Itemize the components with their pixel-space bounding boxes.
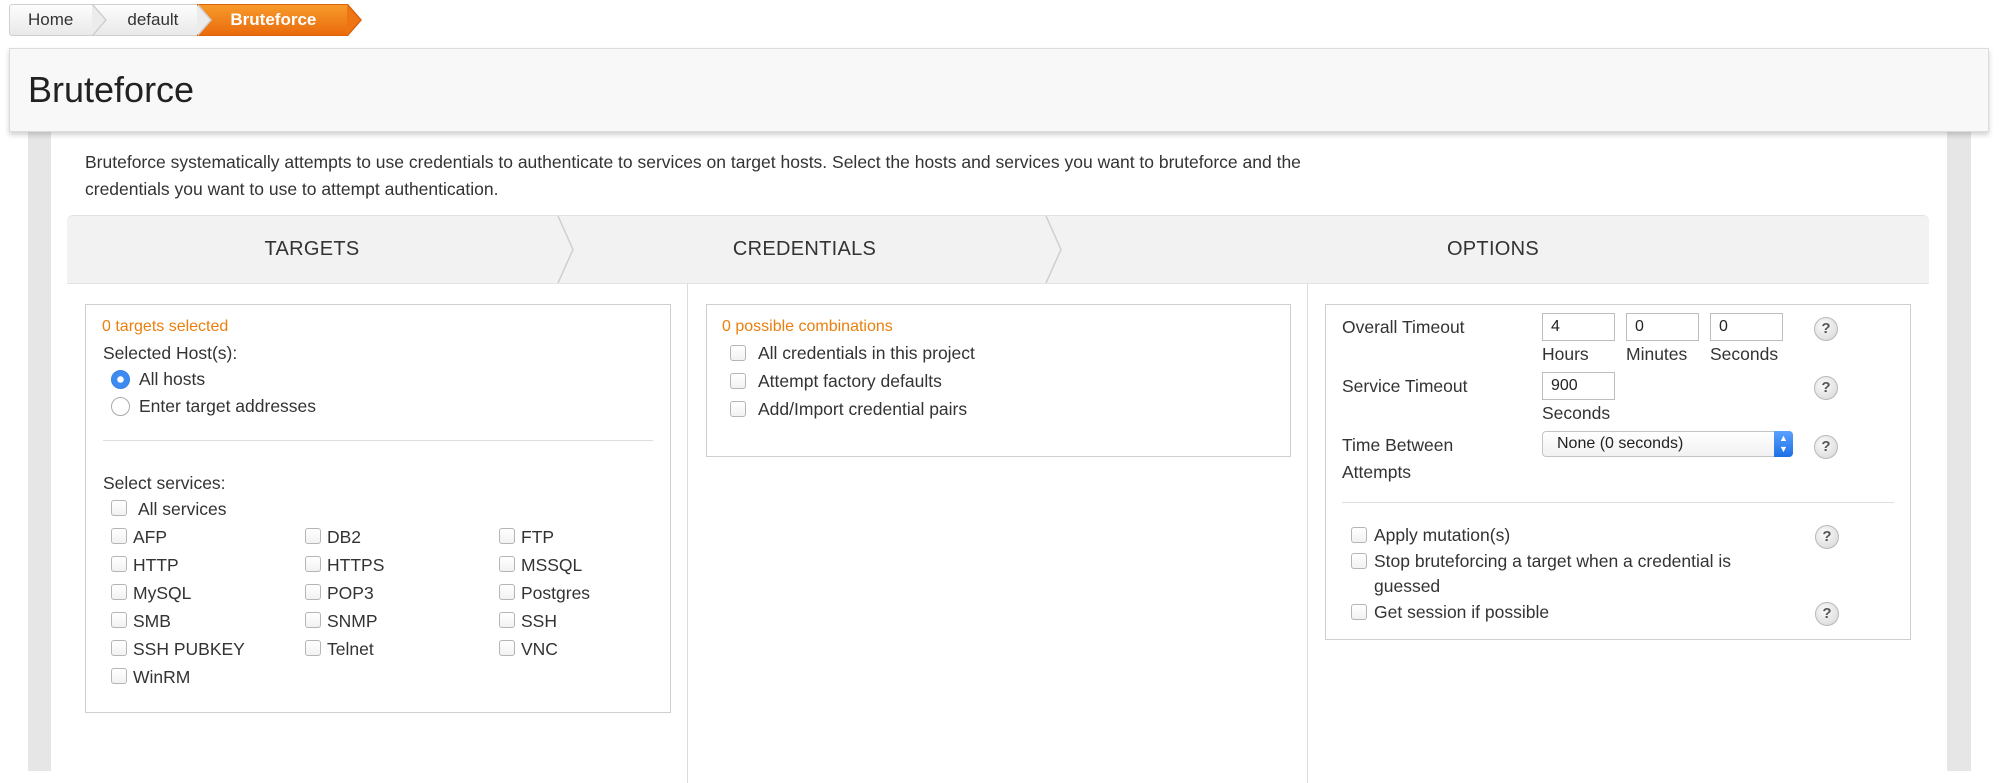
stop-on-guess-label: Stop bruteforcing a target when a credential is <box>1374 551 1732 571</box>
select-services-label: Select services: <box>103 473 226 493</box>
targets-panel <box>85 304 671 713</box>
service-label: HTTPS <box>327 555 385 575</box>
breadcrumb-current <box>197 4 348 36</box>
options-panel <box>1325 304 1911 640</box>
tab-targets[interactable]: TARGETS <box>264 238 360 260</box>
service-timeout-unit-label: Seconds <box>1542 403 1611 423</box>
selected-hosts-label: Selected Host(s): <box>103 343 238 363</box>
service-checkbox-pop3[interactable] <box>305 584 321 600</box>
all-services-label: All services <box>138 499 227 519</box>
service-label: FTP <box>521 527 555 547</box>
minutes-unit-label: Minutes <box>1626 344 1688 364</box>
breadcrumb-home[interactable] <box>9 4 93 36</box>
enter-targets-radio[interactable] <box>111 397 130 416</box>
service-checkbox-db2[interactable] <box>305 528 321 544</box>
service-checkbox-snmp[interactable] <box>305 612 321 628</box>
overall-timeout-label: Overall Timeout <box>1342 317 1465 337</box>
column-divider <box>1307 283 1308 783</box>
service-checkbox-smb[interactable] <box>111 612 127 628</box>
stop-on-guess-label-2: guessed <box>1374 576 1441 596</box>
page-header <box>9 48 1989 132</box>
service-checkbox-telnet[interactable] <box>305 640 321 656</box>
tab-credentials[interactable]: CREDENTIALS <box>732 238 877 260</box>
service-label: SSH PUBKEY <box>133 639 245 659</box>
service-checkbox-postgres[interactable] <box>499 584 515 600</box>
divider <box>103 440 653 441</box>
service-label: AFP <box>133 527 168 547</box>
divider <box>1342 502 1894 503</box>
service-label: MySQL <box>133 583 192 603</box>
combinations-count: 0 possible combinations <box>722 318 893 335</box>
service-checkbox-ssh[interactable] <box>499 612 515 628</box>
stop-on-guess-checkbox[interactable] <box>1351 553 1367 569</box>
breadcrumb-project-label: default <box>127 10 179 29</box>
service-label: SSH <box>521 611 557 631</box>
service-label: HTTP <box>133 555 179 575</box>
main-content <box>51 131 1947 771</box>
all-hosts-radio[interactable] <box>111 370 130 389</box>
service-label: Postgres <box>521 583 591 603</box>
all-credentials-label: All credentials in this project <box>758 343 975 363</box>
page-title: Bruteforce <box>28 69 195 110</box>
service-checkbox-mssql[interactable] <box>499 556 515 572</box>
service-label: WinRM <box>133 667 191 687</box>
factory-defaults-label: Attempt factory defaults <box>758 371 942 391</box>
service-label: POP3 <box>327 583 374 603</box>
time-between-label: Time Between <box>1342 435 1454 455</box>
credentials-panel <box>706 304 1291 457</box>
help-icon[interactable]: ? <box>1814 376 1838 400</box>
intro-text: Bruteforce systematically attempts to use credentials to authenticate to services on target hosts. Select the hosts and services you want to bruteforce and the credentials you want to use to attempt authentication. <box>85 152 1301 199</box>
service-checkbox-mysql[interactable] <box>111 584 127 600</box>
wizard-tabs <box>67 215 1929 284</box>
breadcrumb-project[interactable] <box>92 4 198 36</box>
targets-count: 0 targets selected <box>102 318 229 335</box>
import-credentials-label: Add/Import credential pairs <box>758 399 968 419</box>
service-label: DB2 <box>327 527 362 547</box>
enter-targets-label: Enter target addresses <box>139 396 317 416</box>
breadcrumb-home-label: Home <box>28 10 74 29</box>
get-session-label: Get session if possible <box>1374 602 1550 622</box>
help-icon[interactable]: ? <box>1814 317 1838 341</box>
service-checkbox-ssh-pubkey[interactable] <box>111 640 127 656</box>
breadcrumb-current-label: Bruteforce <box>230 10 317 29</box>
time-between-label-2: Attempts <box>1342 462 1412 482</box>
service-label: MSSQL <box>521 555 583 575</box>
timeout-minutes-input[interactable] <box>1626 313 1699 341</box>
service-checkbox-http[interactable] <box>111 556 127 572</box>
service-timeout-input[interactable] <box>1542 372 1615 400</box>
column-divider <box>687 283 688 783</box>
time-between-select[interactable] <box>1542 431 1793 457</box>
help-icon[interactable]: ? <box>1814 435 1838 459</box>
service-label: Telnet <box>327 639 374 659</box>
breadcrumb <box>9 4 348 34</box>
seconds-unit-label: Seconds <box>1710 344 1779 364</box>
time-between-value: None (0 seconds) <box>1557 435 1684 452</box>
service-checkbox-winrm[interactable] <box>111 668 127 684</box>
factory-defaults-checkbox[interactable] <box>730 373 746 389</box>
apply-mutation-checkbox[interactable] <box>1351 527 1367 543</box>
import-credentials-checkbox[interactable] <box>730 401 746 417</box>
timeout-hours-input[interactable] <box>1542 313 1615 341</box>
service-label: SNMP <box>327 611 378 631</box>
service-label: VNC <box>521 639 558 659</box>
select-arrows-icon: ▲ ▼ <box>1774 431 1793 457</box>
main-panel <box>28 131 1971 771</box>
service-checkbox-ftp[interactable] <box>499 528 515 544</box>
get-session-checkbox[interactable] <box>1351 604 1367 620</box>
apply-mutation-label: Apply mutation(s) <box>1374 525 1511 545</box>
timeout-seconds-input[interactable] <box>1710 313 1783 341</box>
service-label: SMB <box>133 611 171 631</box>
service-timeout-label: Service Timeout <box>1342 376 1468 396</box>
help-icon[interactable]: ? <box>1815 602 1839 626</box>
all-credentials-checkbox[interactable] <box>730 345 746 361</box>
help-icon[interactable]: ? <box>1815 525 1839 549</box>
hours-unit-label: Hours <box>1542 344 1589 364</box>
service-checkbox-vnc[interactable] <box>499 640 515 656</box>
tab-options[interactable]: OPTIONS <box>1446 238 1540 260</box>
all-hosts-label: All hosts <box>139 369 206 389</box>
service-checkbox-afp[interactable] <box>111 528 127 544</box>
service-checkbox-https[interactable] <box>305 556 321 572</box>
all-services-checkbox[interactable] <box>111 500 127 516</box>
